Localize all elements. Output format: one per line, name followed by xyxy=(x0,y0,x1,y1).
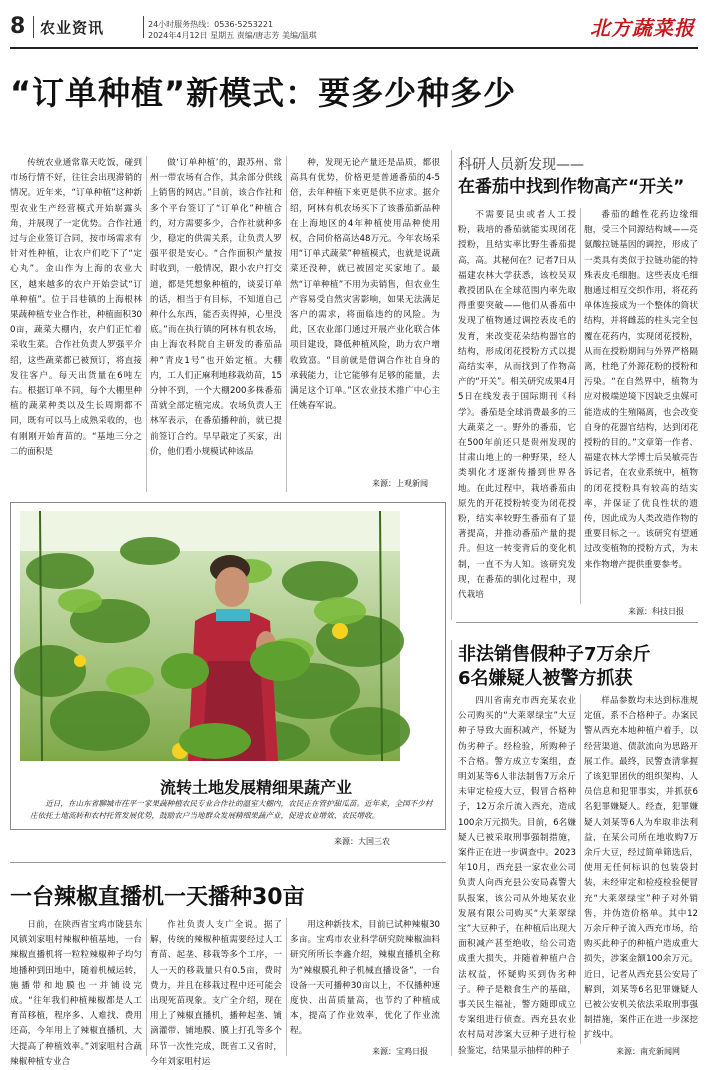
section-name: 农业资讯 xyxy=(40,19,105,37)
column-divider xyxy=(146,156,147,492)
article4-source: 来源：宝鸡日报 xyxy=(372,1047,428,1056)
article1-headline: “订单种植”新模式：要多少种多少 xyxy=(10,74,517,112)
article2-column xyxy=(458,208,576,604)
photo-source: 来源：大国三农 xyxy=(334,837,390,846)
column-divider xyxy=(286,156,287,492)
article2-kicker: 科研人员新发现—— xyxy=(458,157,584,173)
article4-body-text: 作社负责人支广全说。据了解，传统的辣椒种植需要经过人工育苗、起垄、移栽等多个工序，一人一天的移栽量只有0.5亩，费时费力，并且在移栽过程中还可能会出现死苗现象。支广全介绍，现在用上了辣椒直播机，播种起垄、铺滴灌带、铺地膜、膜上打孔等多个环节一次性完成，既省工又省时，今年刘家咀村运 xyxy=(150,920,282,1067)
article4-body-text: 用这种新技术，目前已试种辣椒30多亩。宝鸡市农业科学研究院辣椒油料研究所所长李鑫介绍，辣椒直播机全称为“辣椒膜孔种子机械直播设备”，一台设备一天可播种30亩以上，不仅播种速度快、出苗质量高，也节约了种植成本，提高了作业效率，优化了作业流程。 xyxy=(290,920,440,1037)
newspaper-logo: 北方蔬菜报 xyxy=(590,16,695,40)
section-divider xyxy=(451,640,452,1056)
article3-body-text: 样品参数均未达到标准规定值，系不合格种子。办案民警从西充本地种植户着手，以经营渠道、债款流向为思路开展工作。最终，民警查清掌握了该犯罪团伙的组织架构、人员信息和犯罪事实，并抓获6名犯罪嫌疑人。经查，犯罪嫌疑人刘某等6人为牟取非法利益，在某公司所在地收购7万余斤大豆，经过简单筛选后，使用无任何标识的包装袋封装，未经审定和检疫检验便冒充“大莱翠绿宝”种子对外销售，并伪造价格单。其中12万余斤种子流入西充市场，给购买此种子的种植户造成重大损失，涉案金额100余万元。近日，记者从西充县公安局了解到，刘某等6名犯罪嫌疑人已被公安机关依法采取刑事强制措施，案件正在进一步深挖扩线中。 xyxy=(584,696,698,1041)
article4-body-text: 日前，在陕西省宝鸡市陇县东风镇刘家咀村辣椒种植基地，一台辣椒直播机将一粒粒辣椒种子均匀地播种到田地中，随着机械运转，施播带和地膜也一并铺设完成。“往年我们种植辣椒都是人工育苗移植，程序多、人难找、费用还高，今年用上了辣椒直播机，大大提高了种植效率。”刘家咀村合蔬辣椒种植专业合 xyxy=(10,920,142,1067)
article4-headline: 一台辣椒直播机一天播种30亩 xyxy=(10,885,305,910)
article3-headline: 非法销售假种子7万余斤 xyxy=(458,644,651,665)
column-divider xyxy=(580,694,581,1044)
column-divider xyxy=(286,918,287,1056)
article3-column xyxy=(458,694,576,1056)
article4-column xyxy=(150,918,282,1067)
page-number: 8 xyxy=(10,14,26,39)
article4-column xyxy=(290,918,440,1040)
article4-column xyxy=(10,918,142,1067)
article3-headline-line2: 6名嫌疑人被警方抓获 xyxy=(458,668,633,689)
masthead-divider xyxy=(33,16,34,38)
date-line: 2024年4月12日 星期五 责编/唐志芳 美编/温琪 xyxy=(148,31,317,40)
column-divider xyxy=(146,918,147,1056)
article2-body-text: 番茄的雌性花药边缘细胞，受三个同源结构域——亮氨酸拉链基因的调控，形成了一类具有类似于拉链功能的特殊表皮毛细胞。这些表皮毛细胞通过相互交织作用，将花药单体连接成为一个整体的筒状结构，并将雌蕊的柱头完全包覆在花药内，实现闭花授粉，从而在授粉期间与外界严格隔离，杜绝了外源花粉的授粉和污染。“在自然界中，植物为应对极端逆境下因缺乏虫媒可能造成的生殖隔离，也会改变自身的花器官结构，达到闭花授粉的目的。”文章第一作者、福建农林大学博士后吴敏亮告诉记者，在农业系统中，植物的闭花授粉具有较高的结实率，并保证了优良性状的遗传，因此成为人类改造作物的重要目标之一。该研究有望通过改变植物的授粉方式，为未来作物增产提供重要参考。 xyxy=(584,210,698,570)
greenhouse-photo xyxy=(20,511,400,761)
hotline: 24小时服务热线：0536-5253221 xyxy=(148,20,274,29)
masthead-rule xyxy=(10,47,698,49)
article1-body-text: 做‘订单种植’的，跟苏州、常州一带农场有合作，其余部分供线上销售的网店。”目前，该合作社和多个平台签订了“订单化”种植合约，对方需要多少，合作社就种多少，稳定的供需关系，让负责人罗强平很是安心。“合作面积产量按时收到，一般情况，跟小农户打交道，都是凭想象种植的，谈妥订单的话，相当于有目标，不知道自己种什么东西，能否卖得掉，心里没底。”而在执行镇的阿林有机农场，由上海农科院自主研发的番茄品种“青皮1号”也开始定植。大棚内，工人们正麻利地移栽幼苗，15分钟不到，一个大棚200多株番茄苗就全部定植完成。农场负责人王林军表示，在番茄播种前，就已提前签订合约。早早敲定了买家，出价，他们看小规模试种该品 xyxy=(150,158,282,457)
article3-body-text: 四川省南充市西充某农业公司购买的“大莱翠绿宝”大豆种子导致大面积减产，怀疑为伪劣种子。经检验，所购种子不合格。警方成立专案组，查明刘某等6人非法制售7万余斤未审定检疫大豆，假冒合格种子，12万余斤流入西充，造成100余万元损失。目前，6名嫌疑人已被采取刑事强制措施，案件正在进一步调查中。2023年10月，西充县一家农业公司负责人向西充县公安局森警大队报案，该公司从外地某农业发展有限公司购买“大莱翠绿宝”大豆种子，在种植后出现大面积减产甚至绝收，给公司造成重大损失，并随着种植户合法权益，怀疑购买到伪劣种子。种子是粮食生产的基础，事关民生福祉，警方随即成立专案组进行侦查。西充县农业农村局对涉案大豆种子进行检验鉴定，结果显示抽样的种子 xyxy=(458,696,576,1056)
column-divider xyxy=(580,208,581,604)
article1-column xyxy=(10,156,142,492)
article1-column xyxy=(150,156,282,492)
article3-source: 来源：南充新闻网 xyxy=(616,1047,680,1056)
farmer-greenhouse-image xyxy=(20,511,400,761)
article1-body-text: 传统农业通常靠天吃饭，碰到市场行情不好，往往会出现滞销的情况。近年来，“订单种植”这种新型农业生产经营模式开始崭露头角，并展现了一定优势。合作社通过与企业签订合同，按市场需求有针对性种植，让农户们吃下了“定心丸”。金山作为上海的农业大区，越来越多的农户开始尝试“订单种植”。位于吕巷镇的上海根林果蔬种植专业合作社，种植面积300亩，蔬菜大棚内，农户们正忙着采收生菜。合作社负责人罗强平介绍，这些蔬菜都已被预订，将直接发往客户。每天出货量在6吨左右。根据订单不同，每个大棚里种植的蔬菜种类以及生长周期都不同，既有可以马上成熟采收的，也有刚刚开始育苗的。“基地三分之二的面积是 xyxy=(10,158,142,457)
article2-body-text: 不需要昆虫或者人工授粉，栽培的番茄就能实现闭花授粉，且结实率比野生番茄提高，高。其秘何在？记者7日从福建农林大学获悉，该校吴双教授团队在全球范围内率先取得重要突破——他们从番茄中发现了植物通过调控表皮毛的发育，来改变花朵结构器官的结构，形成闭花授粉方式以提高结实率，从而找到了作物高产的“开关”。相关研究成果4月5日在线发表于国际期刊《科学》。番茄是全球消费最多的三大蔬菜之一。野外的番茄，它在500年前还只是贵州发现的甘肃山地上的一种野果，经人类驯化才逐渐传播到世界各地。在此过程中，栽培番茄由原先的开花授粉转变为闭花授粉，结实率较野生番茄有了显著提高，并推动番茄产量的提升。但这一转变背后的变化机制，一直不为人知。该研究发现，在番茄的驯化过程中，现代栽培 xyxy=(458,210,576,601)
masthead-divider xyxy=(143,16,144,38)
article1-source: 来源：上观新闻 xyxy=(372,479,428,488)
article-separator xyxy=(456,622,698,623)
article1-column xyxy=(290,156,440,474)
article1-body-text: 种，发现无论产量还是品质，都很高具有优势，价格更是普通番茄的4-5倍，去年种植下来更是供不应求。据介绍，阿林有机农场买下了该番茄新品种在上海地区的4年种植使用品种使用权，合同价格高达48万元。今年农场采用“订单式蔬菜”种植模式，也就是说蔬菜还没种，就已被固定买家地了。最然“订单种植”不用为卖销售，但农业生产容易受自然灾害影响，如果无法满足客户的需求，将面临违约的风险。为此，区农业部门通过开展产业化联合体项目建设，降低种植风险，助力农户增收致富。“目前就是借调合作社自身的承载能力，让它能够有足够的能量，去满足这个订单。”区农业技术推广中心主任姚春军说。 xyxy=(290,158,440,412)
article2-column xyxy=(584,208,698,604)
article2-headline: 在番茄中找到作物高产“开关” xyxy=(458,177,685,197)
article2-source: 来源：科技日报 xyxy=(628,607,684,616)
article-separator xyxy=(10,862,446,863)
photo-caption: 近日，在山东省聊城市茌平一家果蔬种植农民专业合作社的温室大棚内，农民正在管护甜瓜苗。近年来，全国不少村庄依托土地流转和农村托管发展优势，鼓励农户当地群众发展精细果蔬产业，促进农业增效、农民增收。 xyxy=(30,799,433,820)
section-divider xyxy=(451,150,452,620)
photo-story-title: 流转土地发展精细果蔬产业 xyxy=(160,778,353,797)
article3-column xyxy=(584,694,698,1040)
